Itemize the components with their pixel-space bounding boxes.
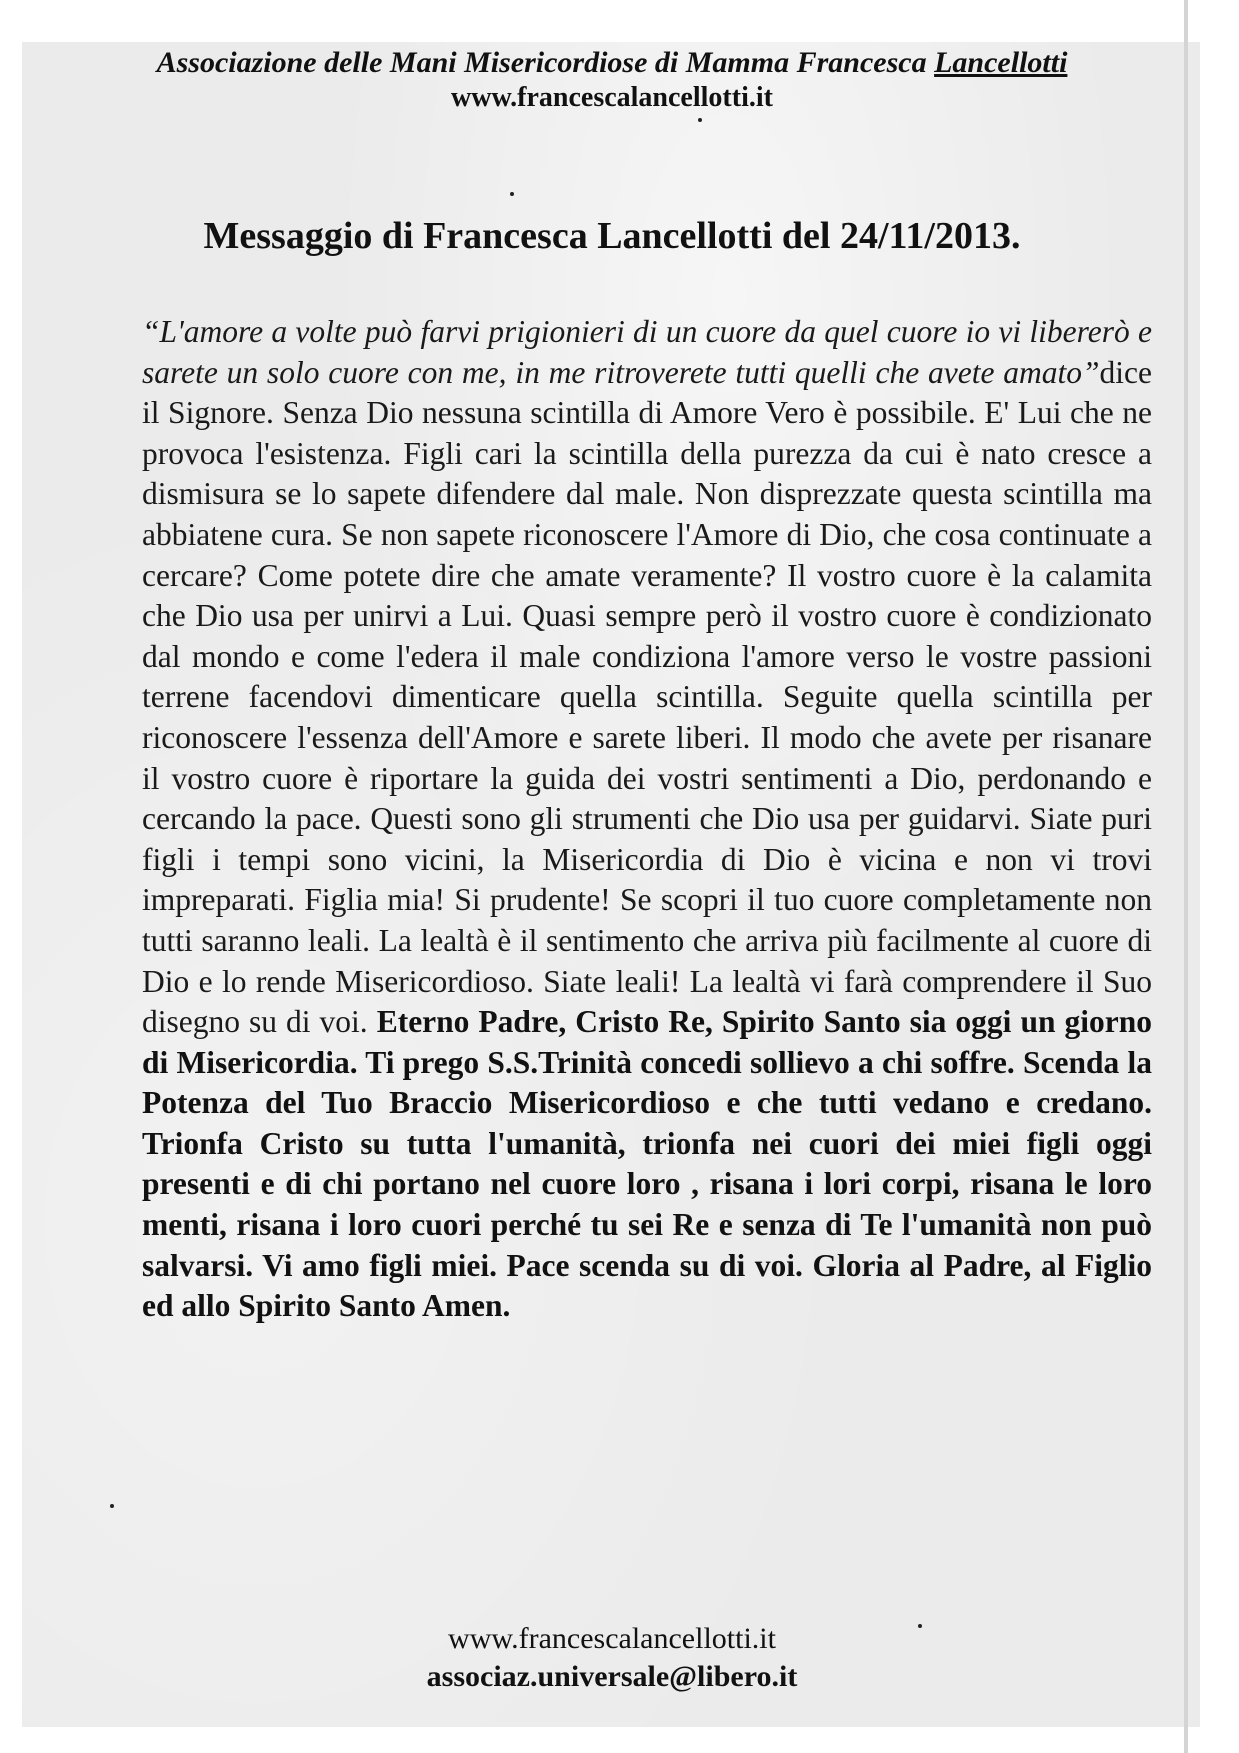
scan-edge	[1184, 0, 1188, 1753]
header-website: www.francescalancellotti.it	[451, 82, 773, 113]
association-name	[62, 46, 1162, 80]
message-text: dice il Signore. Senza Dio nessuna scintilla di Amore Vero è possibile. E' Lui che ne provoca l'esistenza. Figli cari la scintilla della purezza da cui è nato cresce a dismisura se lo sapete difendere dal male. Non disprezzate questa scintilla ma abbiatene cura. Se non sapete riconoscere l'Amore di Dio, che cosa continuate a cercare? Come potete dire che amate veramente? Il vostro cuore è la calamita che Dio usa per unirvi a Lui. Quasi sempre però il vostro cuore è condizionato dal mondo e come l'edera il male condiziona l'amore verso le vostre passioni terrene facendovi dimenticare quella scintilla. Seguite quella scintilla per riconoscere l'essenza dell'Amore e sarete liberi. Il modo che avete per risanare il vostro cuore è riportare la guida dei vostri sentimenti a Dio, perdonando e cercando la pace. Questi sono gli strumenti che Dio usa per guidarvi. Siate puri figli i tempi sono vicini, la Misericordia di Dio è vicina e non vi trovi impreparati. Figlia mia! Si prudente! Se scopri il tuo cuore completamente non tutti saranno leali. La lealtà è il sentimento che arriva più facilmente al cuore di Dio e lo rende Misericordioso. Siate leali! La lealtà vi farà comprendere il Suo disegno su di voi.	[142, 354, 1152, 1040]
scan-speck	[110, 1504, 114, 1508]
message-title: Messaggio di Francesca Lancellotti del 24/11/2013.	[203, 215, 1021, 257]
footer-website: www.francescalancellotti.it	[448, 1622, 776, 1655]
message-body	[142, 312, 1152, 1327]
document-page	[22, 42, 1200, 1727]
scan-speck	[510, 192, 514, 196]
footer-email: associaz.universale@libero.it	[426, 1660, 798, 1693]
association-name-prefix: Associazione delle Mani Misericordiose di Mamma Francesca	[156, 46, 935, 79]
scan-speck	[698, 118, 702, 122]
message-prayer: Eterno Padre, Cristo Re, Spirito Santo sia oggi un giorno di Misericordia. Ti prego S.S.Trinità concedi sollievo a chi soffre. Scenda la Potenza del Tuo Braccio Misericordioso e che tutti vedano e credano. Trionfa Cristo su tutta l'umanità, trionfa nei cuori dei miei figli oggi presenti e di chi portano nel cuore loro , risana i lori corpi, risana le loro menti, risana i loro cuori perché tu sei Re e senza di Te l'umanità non può salvarsi. Vi amo figli miei. Pace scenda su di voi. Gloria al Padre, al Figlio ed allo Spirito Santo Amen.	[142, 1004, 1152, 1324]
message-quote: “L'amore a volte può farvi prigionieri di un cuore da quel cuore io vi libererò e sarete un solo cuore con me, in me ritroverete tutti quelli che avete amato”	[142, 314, 1152, 390]
association-name-underlined: Lancellotti	[934, 46, 1068, 79]
